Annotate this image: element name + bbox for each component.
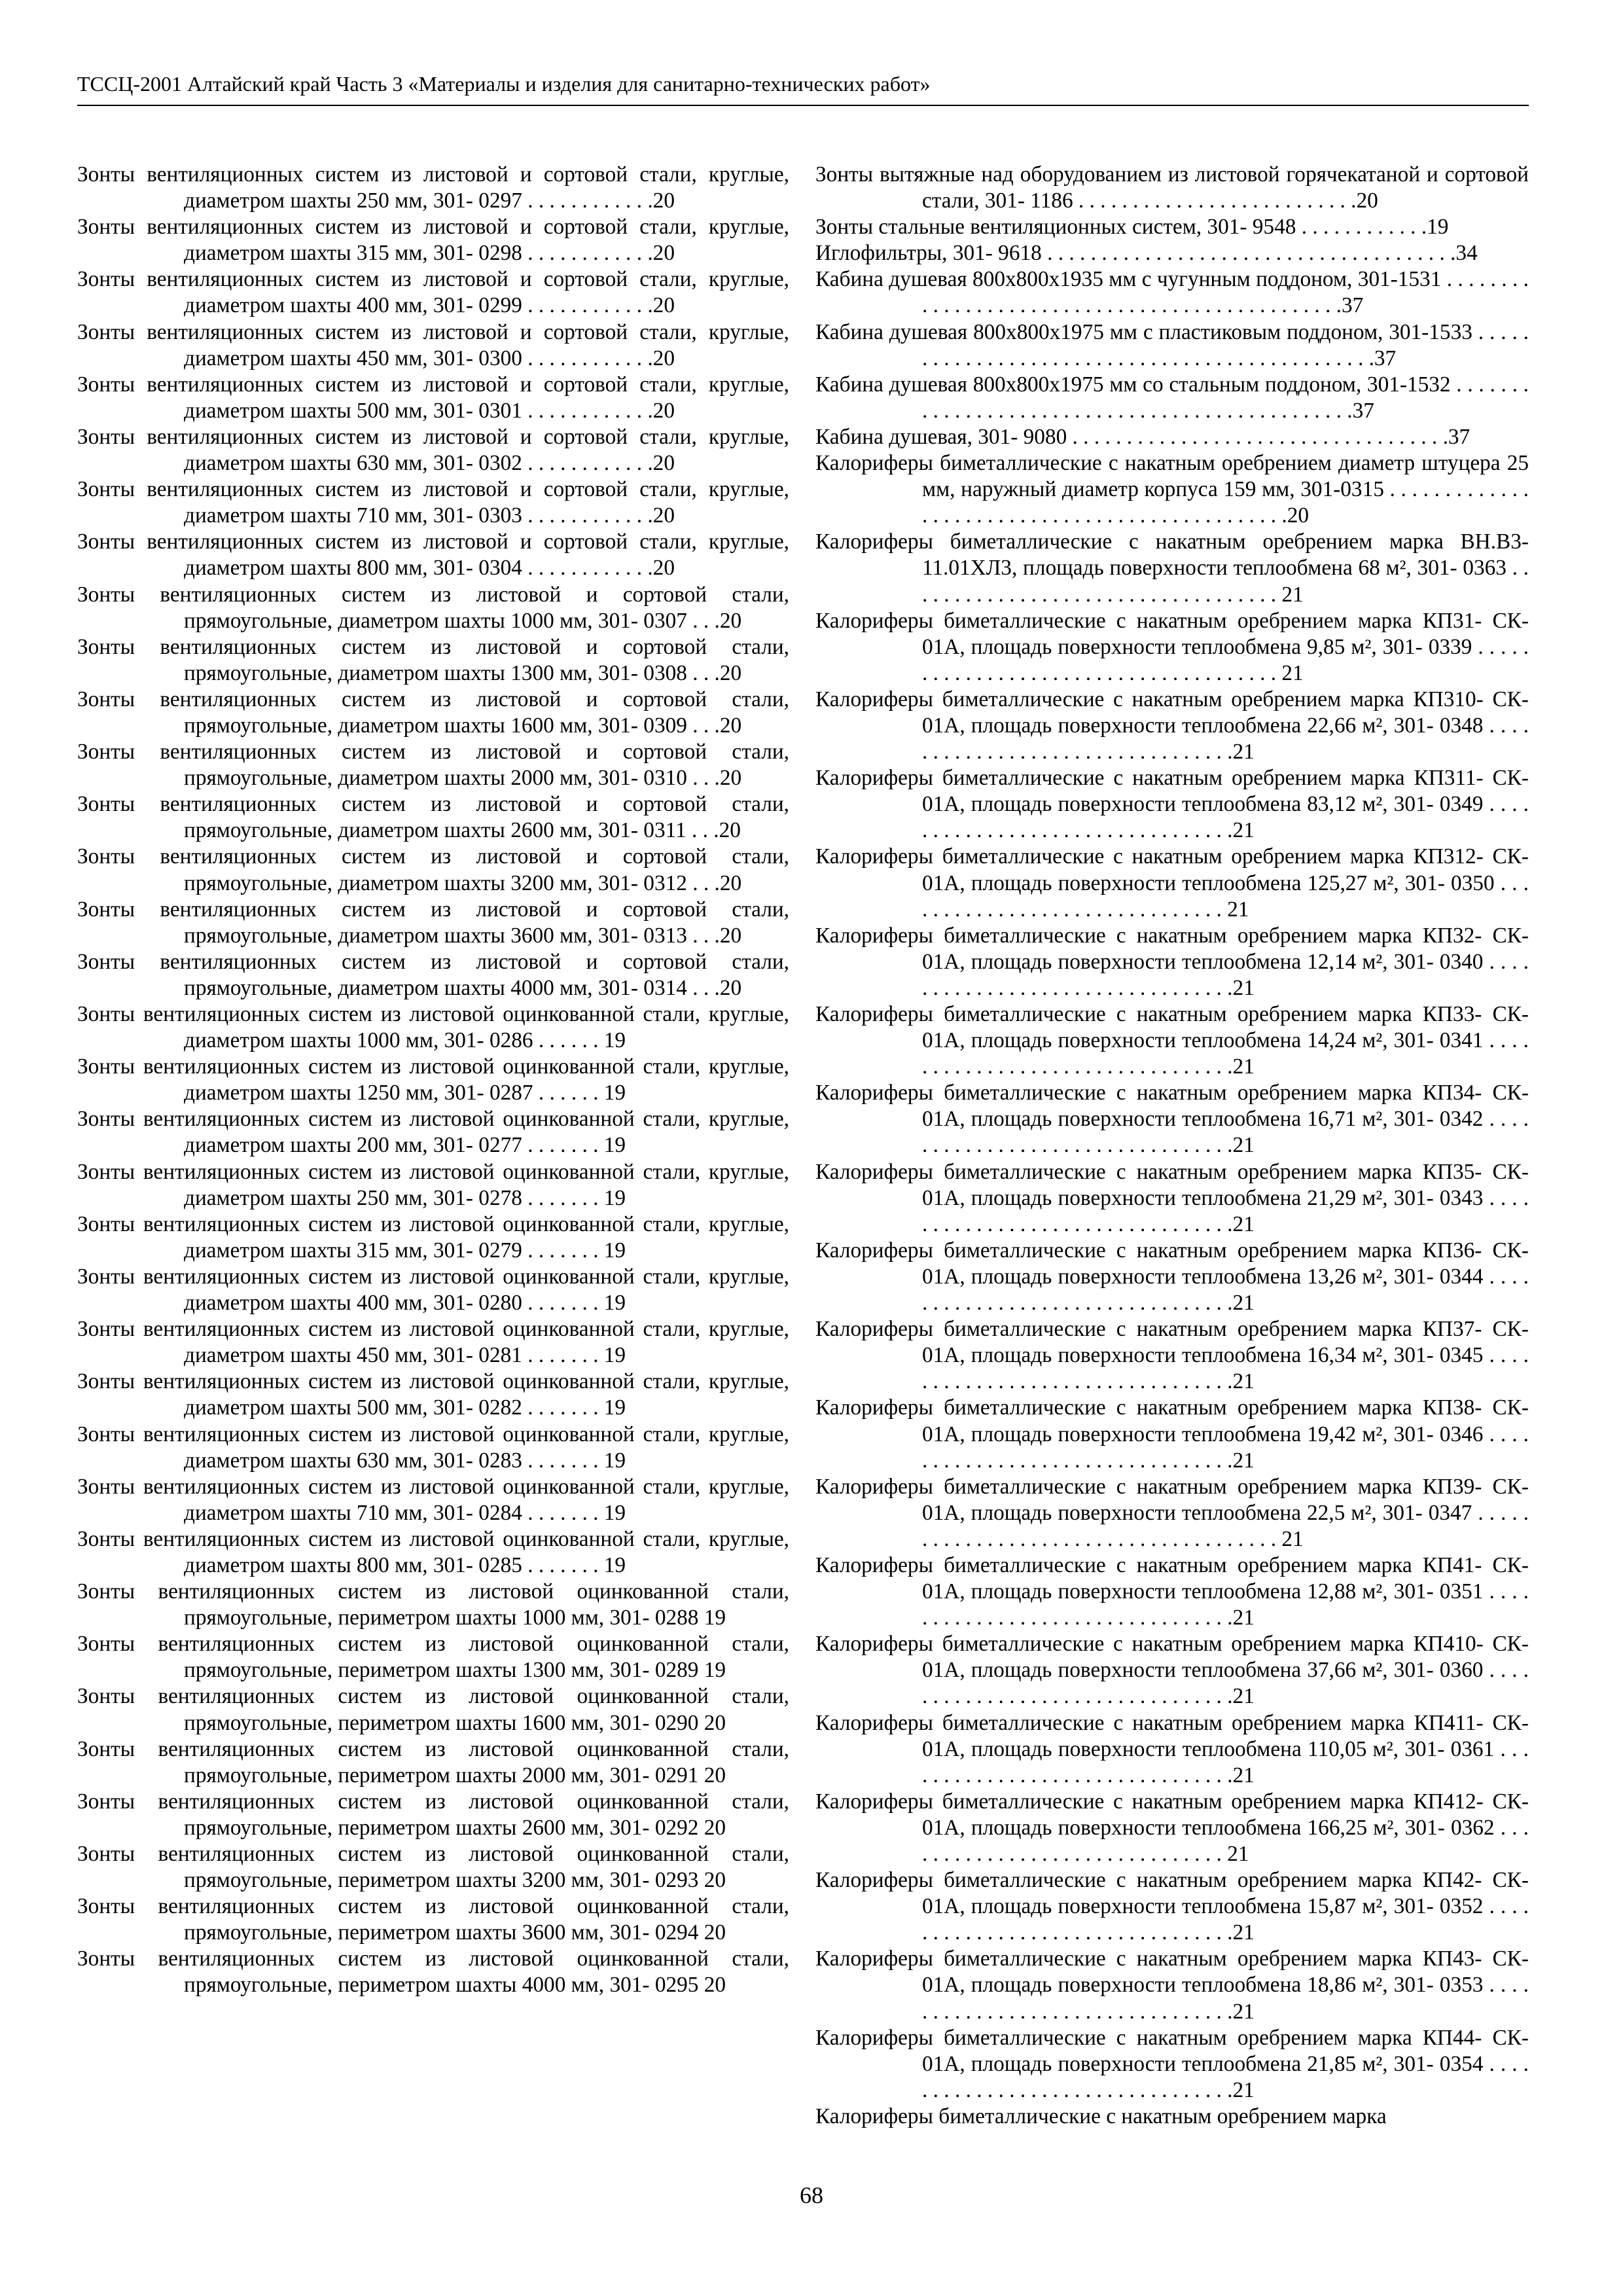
index-entry: Калориферы биметаллические с накатным оребрением марка КП39- СК- 01А, площадь поверхности теплообмена 22,5 м², 301- 0347 . . . . . . . . . . . . . . . . . . . . . . . . . . . . . . . . . . . . . . 21 xyxy=(815,1474,1529,1551)
index-entry: Иглофильтры, 301- 9618 . . . . . . . . . . . . . . . . . . . . . . . . . . . . . . . . . . . . . .34 xyxy=(815,241,1478,266)
index-column-left xyxy=(77,162,789,1999)
index-entry: Зонты стальные вентиляционных систем, 301- 9548 . . . . . . . . . . . .19 xyxy=(815,215,1449,240)
index-entry: Зонты вентиляционных систем из листовой и сортовой стали, прямоугольные, диаметром шахты 2000 мм, 301- 0310 . . .20 xyxy=(77,740,789,791)
index-entry: Калориферы биметаллические с накатным оребрением марка КП38- СК- 01А, площадь поверхности теплообмена 19,42 м², 301- 0346 . . . . . . . . . . . . . . . . . . . . . . . . . . . . . . . . .21 xyxy=(815,1395,1529,1473)
index-entry: Калориферы биметаллические с накатным оребрением марка КП32- СК- 01А, площадь поверхности теплообмена 12,14 м², 301- 0340 . . . . . . . . . . . . . . . . . . . . . . . . . . . . . . . . .21 xyxy=(815,923,1529,1000)
index-entry: Калориферы биметаллические с накатным оребрением марка КП410- СК- 01А, площадь поверхности теплообмена 37,66 м², 301- 0360 . . . . . . . . . . . . . . . . . . . . . . . . . . . . . . . . .21 xyxy=(815,1632,1529,1709)
index-entry: Зонты вентиляционных систем из листовой оцинкованной стали, круглые, диаметром шахты 200 мм, 301- 0277 . . . . . . . 19 xyxy=(77,1107,789,1158)
page-header xyxy=(77,71,1529,106)
index-entry: Калориферы биметаллические с накатным оребрением марка КП34- СК- 01А, площадь поверхности теплообмена 16,71 м², 301- 0342 . . . . . . . . . . . . . . . . . . . . . . . . . . . . . . . . .21 xyxy=(815,1081,1529,1158)
index-entry: Зонты вентиляционных систем из листовой оцинкованной стали, прямоугольные, периметром шахты 2600 мм, 301- 0292 20 xyxy=(77,1789,789,1840)
index-entry: Зонты вентиляционных систем из листовой оцинкованной стали, круглые, диаметром шахты 800 мм, 301- 0285 . . . . . . . 19 xyxy=(77,1526,789,1577)
index-entry: Зонты вентиляционных систем из листовой оцинкованной стали, прямоугольные, периметром шахты 1300 мм, 301- 0289 19 xyxy=(77,1632,789,1683)
index-entry: Зонты вентиляционных систем из листовой и сортовой стали, круглые, диаметром шахты 315 мм, 301- 0298 . . . . . . . . . . . .20 xyxy=(77,215,789,266)
index-entry: Зонты вентиляционных систем из листовой оцинкованной стали, прямоугольные, периметром шахты 2000 мм, 301- 0291 20 xyxy=(77,1736,789,1787)
index-entry: Зонты вентиляционных систем из листовой и сортовой стали, прямоугольные, диаметром шахты 3200 мм, 301- 0312 . . .20 xyxy=(77,844,789,895)
index-entry: Зонты вентиляционных систем из листовой оцинкованной стали, круглые, диаметром шахты 315 мм, 301- 0279 . . . . . . . 19 xyxy=(77,1211,789,1263)
index-entry: Калориферы биметаллические с накатным оребрением диаметр штуцера 25 мм, наружный диаметр корпуса 159 мм, 301-0315 . . . . . . . . . . . . . . . . . . . . . . . . . . . . . . . . . . . . . . . . . . . . . . .20 xyxy=(815,451,1529,528)
index-entry: Зонты вентиляционных систем из листовой и сортовой стали, прямоугольные, диаметром шахты 3600 мм, 301- 0313 . . .20 xyxy=(77,897,789,948)
index-entry: Зонты вентиляционных систем из листовой и сортовой стали, круглые, диаметром шахты 710 мм, 301- 0303 . . . . . . . . . . . .20 xyxy=(77,477,789,528)
index-entry: Зонты вентиляционных систем из листовой оцинкованной стали, круглые, диаметром шахты 1000 мм, 301- 0286 . . . . . . 19 xyxy=(77,1002,789,1053)
index-entry: Зонты вентиляционных систем из листовой и сортовой стали, прямоугольные, диаметром шахты 2600 мм, 301- 0311 . . .20 xyxy=(77,792,789,843)
index-entry: Калориферы биметаллические с накатным оребрением марка КП43- СК- 01А, площадь поверхности теплообмена 18,86 м², 301- 0353 . . . . . . . . . . . . . . . . . . . . . . . . . . . . . . . . .21 xyxy=(815,1946,1529,2024)
index-entry: Зонты вентиляционных систем из листовой оцинкованной стали, круглые, диаметром шахты 450 мм, 301- 0281 . . . . . . . 19 xyxy=(77,1317,789,1368)
index-entry: Зонты вентиляционных систем из листовой и сортовой стали, прямоугольные, диаметром шахты 1000 мм, 301- 0307 . . .20 xyxy=(77,582,789,633)
index-entry: Калориферы биметаллические с накатным оребрением марка КП311- СК- 01А, площадь поверхности теплообмена 83,12 м², 301- 0349 . . . . . . . . . . . . . . . . . . . . . . . . . . . . . . . . .21 xyxy=(815,766,1529,843)
index-entry: Зонты вентиляционных систем из листовой и сортовой стали, круглые, диаметром шахты 500 мм, 301- 0301 . . . . . . . . . . . .20 xyxy=(77,372,789,423)
index-entry: Зонты вентиляционных систем из листовой и сортовой стали, круглые, диаметром шахты 630 мм, 301- 0302 . . . . . . . . . . . .20 xyxy=(77,424,789,476)
index-entry: Зонты вентиляционных систем из листовой оцинкованной стали, круглые, диаметром шахты 1250 мм, 301- 0287 . . . . . . 19 xyxy=(77,1054,789,1105)
header-title: ТССЦ-2001 Алтайский край Часть 3 «Материалы и изделия для санитарно-технических работ» xyxy=(77,72,931,96)
index-entry: Зонты вентиляционных систем из листовой оцинкованной стали, прямоугольные, периметром шахты 3200 мм, 301- 0293 20 xyxy=(77,1842,789,1893)
index-entry: Зонты вентиляционных систем из листовой оцинкованной стали, прямоугольные, периметром шахты 1600 мм, 301- 0290 20 xyxy=(77,1684,789,1735)
index-entry: Зонты вентиляционных систем из листовой оцинкованной стали, круглые, диаметром шахты 710 мм, 301- 0284 . . . . . . . 19 xyxy=(77,1474,789,1525)
index-entry: Зонты вентиляционных систем из листовой и сортовой стали, круглые, диаметром шахты 450 мм, 301- 0300 . . . . . . . . . . . .20 xyxy=(77,319,789,370)
index-entry: Калориферы биметаллические с накатным оребрением марка КП37- СК- 01А, площадь поверхности теплообмена 16,34 м², 301- 0345 . . . . . . . . . . . . . . . . . . . . . . . . . . . . . . . . .21 xyxy=(815,1317,1529,1394)
index-entry: Калориферы биметаллические с накатным оребрением марка КП36- СК- 01А, площадь поверхности теплообмена 13,26 м², 301- 0344 . . . . . . . . . . . . . . . . . . . . . . . . . . . . . . . . .21 xyxy=(815,1238,1529,1316)
index-entry: Кабина душевая 800х800х1975 мм со стальным поддоном, 301-1532 . . . . . . . . . . . . . . . . . . . . . . . . . . . . . . . . . . . . . . . . . . . . . . .37 xyxy=(815,372,1529,423)
index-entry: Калориферы биметаллические с накатным оребрением марка КП41- СК- 01А, площадь поверхности теплообмена 12,88 м², 301- 0351 . . . . . . . . . . . . . . . . . . . . . . . . . . . . . . . . .21 xyxy=(815,1552,1529,1630)
index-entry: Калориферы биметаллические с накатным оребрением марка ВН.В3- 11.01ХЛ3, площадь поверхности теплообмена 68 м², 301- 0363 . . . . . . . . . . . . . . . . . . . . . . . . . . . . . . . . . . . 21 xyxy=(815,529,1529,607)
index-entry: Калориферы биметаллические с накатным оребрением марка КП310- СК- 01А, площадь поверхности теплообмена 22,66 м², 301- 0348 . . . . . . . . . . . . . . . . . . . . . . . . . . . . . . . . .21 xyxy=(815,687,1529,764)
index-entry: Зонты вентиляционных систем из листовой и сортовой стали, круглые, диаметром шахты 800 мм, 301- 0304 . . . . . . . . . . . .20 xyxy=(77,529,789,581)
index-entry: Зонты вентиляционных систем из листовой и сортовой стали, прямоугольные, диаметром шахты 1600 мм, 301- 0309 . . .20 xyxy=(77,687,789,738)
index-entry: Зонты вентиляционных систем из листовой и сортовой стали, прямоугольные, диаметром шахты 4000 мм, 301- 0314 . . .20 xyxy=(77,949,789,1000)
index-entry: Калориферы биметаллические с накатным оребрением марка КП35- СК- 01А, площадь поверхности теплообмена 21,29 м², 301- 0343 . . . . . . . . . . . . . . . . . . . . . . . . . . . . . . . . .21 xyxy=(815,1159,1529,1236)
index-entry: Зонты вентиляционных систем из листовой и сортовой стали, прямоугольные, диаметром шахты 1300 мм, 301- 0308 . . .20 xyxy=(77,634,789,685)
index-entry: Калориферы биметаллические с накатным оребрением марка КП44- СК- 01А, площадь поверхности теплообмена 21,85 м², 301- 0354 . . . . . . . . . . . . . . . . . . . . . . . . . . . . . . . . .21 xyxy=(815,2025,1529,2102)
index-entry: Зонты вентиляционных систем из листовой оцинкованной стали, прямоугольные, периметром шахты 4000 мм, 301- 0295 20 xyxy=(77,1946,789,1998)
index-entry: Калориферы биметаллические с накатным оребрением марка КП412- СК- 01А, площадь поверхности теплообмена 166,25 м², 301- 0362 . . . . . . . . . . . . . . . . . . . . . . . . . . . . . . . 21 xyxy=(815,1789,1529,1866)
index-entry: Зонты вентиляционных систем из листовой оцинкованной стали, круглые, диаметром шахты 500 мм, 301- 0282 . . . . . . . 19 xyxy=(77,1369,789,1420)
index-column-right xyxy=(815,162,1529,2130)
page-number: 68 xyxy=(800,2182,823,2208)
index-entry: Кабина душевая 800х800х1935 мм с чугунным поддоном, 301-1531 . . . . . . . . . . . . . . . . . . . . . . . . . . . . . . . . . . . . . . . . . . . . . . .37 xyxy=(815,267,1529,318)
index-entry: Зонты вентиляционных систем из листовой оцинкованной стали, круглые, диаметром шахты 630 мм, 301- 0283 . . . . . . . 19 xyxy=(77,1422,789,1473)
index-entry: Кабина душевая, 301- 9080 . . . . . . . . . . . . . . . . . . . . . . . . . . . . . . . . . . .37 xyxy=(815,424,1471,449)
index-entry: Калориферы биметаллические с накатным оребрением марка КП312- СК- 01А, площадь поверхности теплообмена 125,27 м², 301- 0350 . . . . . . . . . . . . . . . . . . . . . . . . . . . . . . . 21 xyxy=(815,844,1529,922)
index-entry: Зонты вентиляционных систем из листовой и сортовой стали, круглые, диаметром шахты 400 мм, 301- 0299 . . . . . . . . . . . .20 xyxy=(77,267,789,318)
index-entry: Калориферы биметаллические с накатным оребрением марка КП33- СК- 01А, площадь поверхности теплообмена 14,24 м², 301- 0341 . . . . . . . . . . . . . . . . . . . . . . . . . . . . . . . . .21 xyxy=(815,1002,1529,1079)
index-entry: Калориферы биметаллические с накатным оребрением марка КП411- СК- 01А, площадь поверхности теплообмена 110,05 м², 301- 0361 . . . . . . . . . . . . . . . . . . . . . . . . . . . . . . . .21 xyxy=(815,1710,1529,1787)
index-entry: Зонты вытяжные над оборудованием из листовой горячекатаной и сортовой стали, 301- 1186 . . . . . . . . . . . . . . . . . . . . . . . . . .20 xyxy=(815,162,1529,213)
index-entry: Зонты вентиляционных систем из листовой оцинкованной стали, круглые, диаметром шахты 250 мм, 301- 0278 . . . . . . . 19 xyxy=(77,1159,789,1210)
index-entry: Кабина душевая 800х800х1975 мм с пластиковым поддоном, 301-1533 . . . . . . . . . . . . . . . . . . . . . . . . . . . . . . . . . . . . . . . . . . . . . . .37 xyxy=(815,319,1529,370)
index-entry: Калориферы биметаллические с накатным оребрением марка КП42- СК- 01А, площадь поверхности теплообмена 15,87 м², 301- 0352 . . . . . . . . . . . . . . . . . . . . . . . . . . . . . . . . .21 xyxy=(815,1868,1529,1945)
index-entry: Зонты вентиляционных систем из листовой оцинкованной стали, прямоугольные, периметром шахты 1000 мм, 301- 0288 19 xyxy=(77,1579,789,1630)
index-entry: Зонты вентиляционных систем из листовой и сортовой стали, круглые, диаметром шахты 250 мм, 301- 0297 . . . . . . . . . . . .20 xyxy=(77,162,789,213)
index-entry: Зонты вентиляционных систем из листовой оцинкованной стали, круглые, диаметром шахты 400 мм, 301- 0280 . . . . . . . 19 xyxy=(77,1264,789,1316)
index-entry: Калориферы биметаллические с накатным оребрением марка КП31- СК- 01А, площадь поверхности теплообмена 9,85 м², 301- 0339 . . . . . . . . . . . . . . . . . . . . . . . . . . . . . . . . . . . . . . 21 xyxy=(815,608,1529,685)
index-entry: Калориферы биметаллические с накатным оребрением марка xyxy=(815,2104,1387,2128)
index-entry: Зонты вентиляционных систем из листовой оцинкованной стали, прямоугольные, периметром шахты 3600 мм, 301- 0294 20 xyxy=(77,1894,789,1945)
